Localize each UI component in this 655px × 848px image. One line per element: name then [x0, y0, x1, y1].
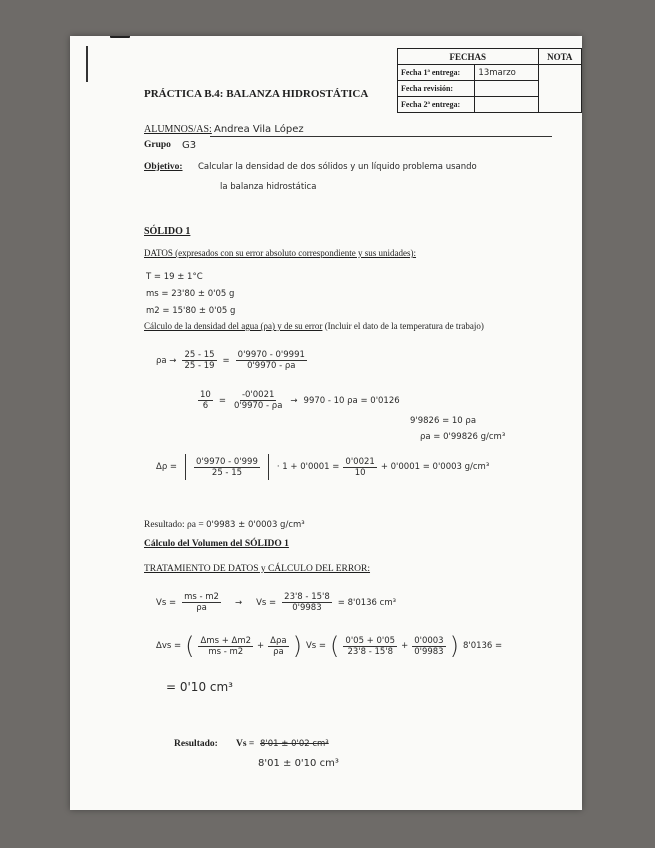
fraction-denominator: 0'9983: [414, 646, 444, 657]
dvs-label: Δvs =: [156, 641, 182, 651]
fecha-value: [475, 97, 538, 113]
fraction-denominator: 23'8 - 15'8: [347, 646, 394, 657]
open-paren: (: [185, 632, 195, 660]
vs2-label: Vs =: [256, 597, 277, 608]
fraction-denominator: 0'9983: [292, 603, 322, 613]
fraction: [268, 636, 288, 657]
fraction-numerator: 0'0003: [414, 635, 444, 646]
vs-prefix: Vs =: [236, 739, 255, 749]
struck-result: 8'01 ± 0'02 cm³: [260, 739, 329, 749]
equals-sign: =: [222, 355, 230, 366]
datos-heading: DATOS (expresados con su error absoluto correspondiente y sus unidades):: [144, 248, 417, 258]
alumnos-label: ALUMNOS/AS:: [144, 124, 212, 135]
fraction-denominator: ρa: [273, 646, 284, 657]
calc-heading-line: [144, 321, 484, 331]
temperature-line: T = 19 ± 1°C: [146, 272, 203, 282]
density-error-equation: [156, 454, 489, 480]
fraction: [282, 592, 332, 613]
fraction-denominator: ρa: [196, 603, 207, 613]
abs-bar: [268, 454, 269, 480]
nota-cell: [538, 65, 581, 113]
dvs-tail: 8'0136 =: [462, 641, 503, 651]
fechas-header: FECHAS: [398, 49, 539, 65]
alumnos-value: Andrea Vila López: [214, 124, 304, 135]
volume-equation: [156, 592, 396, 613]
solve-line-b: 9'9826 = 10 ρa: [410, 416, 477, 426]
close-paren: ): [292, 632, 302, 660]
fecha-value: [475, 81, 538, 97]
fraction: [236, 350, 307, 371]
margin-mark: [86, 46, 88, 82]
paper-clip-mark: [110, 36, 130, 38]
delta-tail: · 1 + 0'0001 =: [276, 462, 340, 472]
calc-note: (Incluir el dato de la temperatura de trabajo): [322, 321, 484, 331]
fraction-numerator: 10: [200, 390, 211, 400]
plus-sign: +: [257, 641, 265, 651]
close-paren: ): [449, 632, 459, 660]
fraction-denominator: 6: [202, 401, 209, 411]
fraction-numerator: 23'8 - 15'8: [284, 592, 330, 602]
fraction-denominator: 0'9970 - ρa: [233, 401, 283, 411]
practice-title: PRÁCTICA B.4: BALANZA HIDROSTÁTICA: [144, 88, 369, 100]
objetivo-label: Objetivo:: [144, 162, 183, 172]
fraction-numerator: 0'9970 - 0'9991: [237, 350, 305, 360]
fraction-denominator: 25 - 19: [184, 361, 215, 371]
delta-label: Δρ =: [156, 462, 178, 472]
grupo-value: G3: [182, 140, 197, 151]
m2-line: m2 = 15'80 ± 0'05 g: [146, 306, 236, 316]
vs-mult: Vs =: [305, 641, 327, 651]
fraction-numerator: ms - m2: [184, 592, 219, 602]
fraction: [198, 636, 253, 657]
solve-line-a: 9970 - 10 ρa = 0'0126: [303, 395, 400, 406]
delta-result: + 0'0001 = 0'0003 g/cm³: [380, 462, 490, 472]
fraction: [412, 636, 445, 657]
objetivo-line-2: la balanza hidrostática: [220, 182, 317, 192]
resultado-value: 0'9983 ± 0'0003 g/cm³: [206, 520, 305, 530]
resultado-volume-label: Resultado:: [174, 739, 218, 749]
fraction-denominator: 25 - 15: [211, 467, 243, 478]
fecha-label: Fecha 2ª entrega:: [398, 97, 475, 113]
grupo-label: Grupo: [144, 140, 171, 150]
tratamiento-heading: TRATAMIENTO DE DATOS y CÁLCULO DEL ERROR:: [144, 564, 371, 574]
density-step: [198, 390, 400, 411]
resultado-label: Resultado: ρa =: [144, 520, 207, 530]
fraction-numerator: 25 - 15: [184, 350, 215, 360]
fraction-numerator: Δρa: [270, 635, 287, 646]
arrow: →: [234, 597, 243, 608]
fraction-denominator: 0'9970 - ρa: [247, 361, 296, 371]
arrow: →: [290, 395, 298, 406]
fecha-value: 13marzo: [475, 65, 538, 81]
fraction: [182, 350, 216, 371]
fecha-row: [398, 65, 582, 81]
resultado-density: [144, 514, 305, 532]
fraction: [343, 457, 376, 478]
vs2-result: = 8'0136 cm³: [337, 597, 397, 608]
fraction-numerator: 0'05 + 0'05: [345, 635, 396, 646]
objetivo-line-1: Calcular la densidad de dos sólidos y un líquido problema usando: [198, 162, 477, 172]
volume-error-equation: [156, 634, 502, 658]
final-volume-result: 8'01 ± 0'10 cm³: [258, 758, 339, 769]
ms-line: ms = 23'80 ± 0'05 g: [146, 289, 235, 299]
fraction-denominator: ms - m2: [208, 646, 244, 657]
fraction: [194, 457, 260, 478]
solido-heading: SÓLIDO 1: [144, 226, 191, 237]
fraction-numerator: -0'0021: [241, 390, 275, 400]
fraction-numerator: 0'0021: [345, 456, 375, 467]
calc-heading: Cálculo de la densidad del agua (ρa) y de su error: [144, 321, 323, 331]
abs-bar: [185, 454, 186, 480]
fraction: [343, 636, 397, 657]
equals-sign: =: [218, 395, 226, 406]
fraction-denominator: 10: [354, 467, 366, 478]
fraction: [198, 390, 213, 411]
rho-label: ρa →: [156, 355, 177, 366]
fraction-numerator: 0'9970 - 0'999: [196, 456, 258, 467]
solve-line-c: ρa = 0'99826 g/cm³: [420, 432, 506, 442]
fecha-label: Fecha 1ª entrega:: [398, 65, 475, 81]
worksheet-page: [70, 36, 582, 810]
fraction: [232, 390, 284, 411]
fechas-table: [397, 48, 582, 113]
vs-label: Vs =: [156, 597, 177, 608]
density-equation: [156, 350, 307, 371]
volumen-heading: Cálculo del Volumen del SÓLIDO 1: [144, 539, 289, 549]
fecha-label: Fecha revisión:: [398, 81, 475, 97]
open-paren: (: [330, 632, 340, 660]
dvs-result: = 0'10 cm³: [166, 680, 233, 694]
nota-header: NOTA: [538, 49, 581, 65]
plus-sign: +: [401, 641, 409, 651]
fraction: [182, 592, 221, 613]
alumnos-underline: [210, 136, 552, 137]
fraction-numerator: Δms + Δm2: [200, 635, 252, 646]
